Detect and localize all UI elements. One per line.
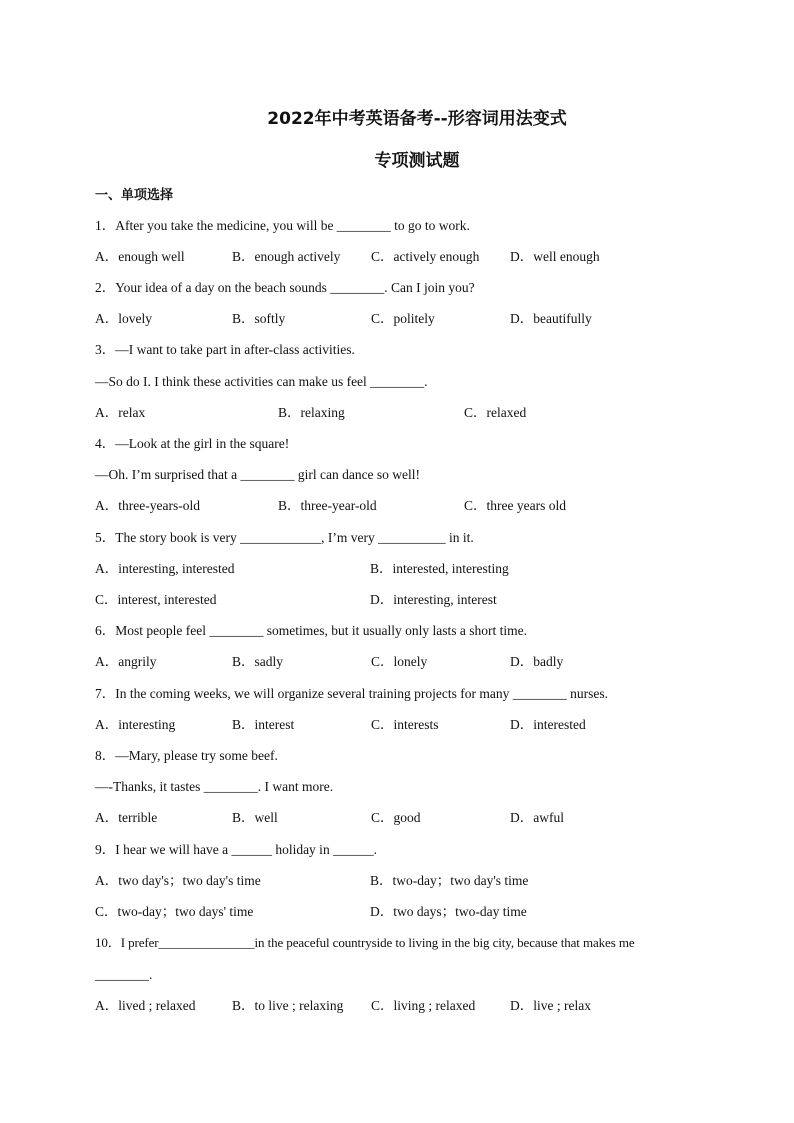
option-c: C．interest, interested [95, 592, 217, 607]
option-b: B．relaxing [278, 405, 345, 420]
option-a: A．angrily [95, 654, 157, 669]
option-b: B．well [232, 810, 278, 825]
option-d: D．well enough [510, 249, 600, 264]
option-a: A．lived ; relaxed [95, 998, 196, 1013]
option-a: A．terrible [95, 810, 158, 825]
option-a: A．enough well [95, 249, 185, 264]
question-stem-line2: —So do I. I think these activities can make us feel ________. [95, 374, 428, 389]
option-d: D．two days；two-day time [370, 904, 527, 919]
option-c: C．three years old [464, 498, 566, 513]
question-stem: 6．Most people feel ________ sometimes, but it usually only lasts a short time. [95, 623, 527, 638]
section-heading: 一、单项选择 [95, 188, 174, 203]
question-stem: 3．—I want to take part in after-class activities. [95, 342, 355, 357]
option-b: B．to live ; relaxing [232, 998, 344, 1013]
option-b: B．interest [232, 717, 295, 732]
question-stem: 2．Your idea of a day on the beach sounds ________. Can I join you? [95, 280, 475, 295]
option-b: B．enough actively [232, 249, 341, 264]
question-stem-line2: —Oh. I’m surprised that a ________ girl can dance so well! [95, 467, 421, 482]
option-b: B．softly [232, 311, 286, 326]
option-a: A．interesting [95, 717, 176, 732]
question-stem: 5．The story book is very ____________, I’m very __________ in it. [95, 530, 474, 545]
question-stem: 10．I prefer_______________in the peaceful countryside to living in the big city, because that makes me [95, 935, 635, 950]
option-c: C．good [371, 810, 421, 825]
question-stem-line2: —-Thanks, it tastes ________. I want more. [95, 779, 334, 794]
option-b: B．three-year-old [278, 498, 377, 513]
document-title: 2022年中考英语备考--形容词用法变式 [267, 109, 567, 129]
question-stem: 9．I hear we will have a ______ holiday in ______. [95, 842, 377, 857]
option-b: B．two-day；two day's time [370, 873, 529, 888]
option-d: D．badly [510, 654, 564, 669]
option-d: D．interesting, interest [370, 592, 497, 607]
option-a: A．two day's；two day's time [95, 873, 261, 888]
question-stem-line2: ________. [95, 967, 153, 982]
option-c: C．actively enough [371, 249, 480, 264]
option-c: C．living ; relaxed [371, 998, 476, 1013]
option-a: A．interesting, interested [95, 561, 235, 576]
option-a: A．three-years-old [95, 498, 200, 513]
option-d: D．interested [510, 717, 586, 732]
option-a: A．relax [95, 405, 146, 420]
question-stem: 1．After you take the medicine, you will be ________ to go to work. [95, 218, 470, 233]
option-c: C．lonely [371, 654, 428, 669]
question-stem: 7．In the coming weeks, we will organize several training projects for many ________ nurses. [95, 686, 608, 701]
option-c: C．two-day；two days' time [95, 904, 254, 919]
option-d: D．live ; relax [510, 998, 591, 1013]
option-d: D．beautifully [510, 311, 592, 326]
question-stem: 8．—Mary, please try some beef. [95, 748, 278, 763]
document-subtitle: 专项测试题 [374, 151, 460, 171]
option-b: B．interested, interesting [370, 561, 509, 576]
option-c: C．relaxed [464, 405, 527, 420]
option-d: D．awful [510, 810, 564, 825]
option-c: C．interests [371, 717, 439, 732]
question-stem: 4．—Look at the girl in the square! [95, 436, 290, 451]
option-a: A．lovely [95, 311, 152, 326]
option-c: C．politely [371, 311, 435, 326]
option-b: B．sadly [232, 654, 284, 669]
